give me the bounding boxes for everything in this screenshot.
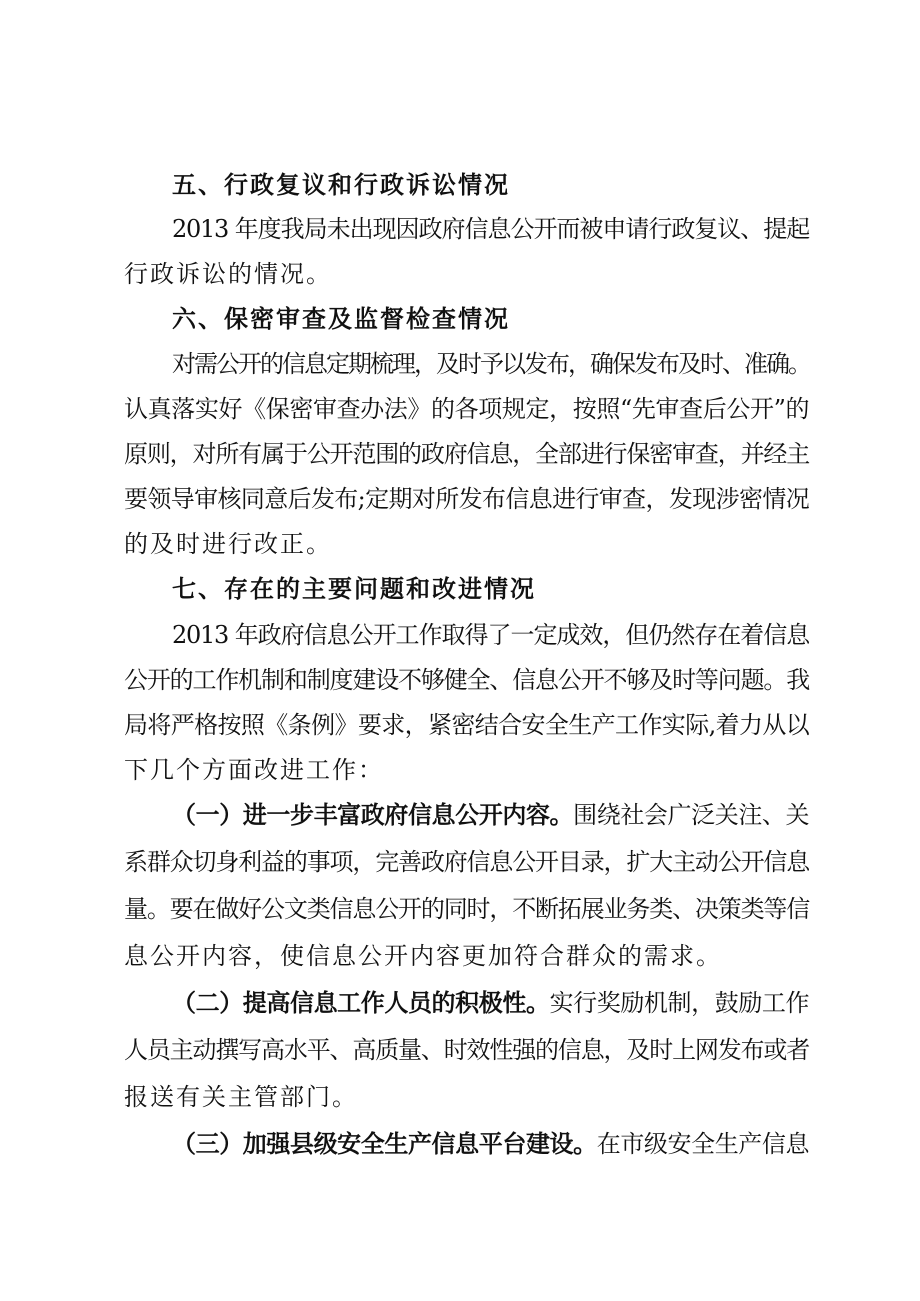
paragraph-line: 2013 年度我局未出现因政府信息公开而被申请行政复议、提起 — [172, 215, 809, 243]
paragraph-line: 的及时进行改正。 — [124, 530, 332, 558]
paragraph-line: 公开的工作机制和制度建设不够健全、信息公开不够及时等问题。我 — [124, 666, 809, 694]
section-heading-5: 五、行政复议和行政诉讼情况 — [172, 170, 510, 199]
paragraph-line: 报送有关主管部门。 — [124, 1083, 358, 1111]
paragraph-line: 下几个方面改进工作： — [124, 756, 384, 784]
list-item-1-title: （一）进一步丰富政府信息公开内容。 — [172, 800, 574, 829]
section-heading-6: 六、保密审查及监督检查情况 — [172, 304, 510, 333]
paragraph-line: 认真落实好《保密审查办法》的各项规定，按照“先审查后公开”的 — [124, 395, 809, 423]
list-item-3-title: （三）加强县级安全生产信息平台建设。 — [172, 1129, 597, 1158]
list-item-1-first-line — [172, 798, 809, 832]
paragraph-line: 人员主动撰写高水平、高质量、时效性强的信息，及时上网发布或者 — [124, 1036, 809, 1064]
paragraph-line: 行政诉讼的情况。 — [124, 260, 332, 288]
paragraph-line: 对需公开的信息定期梳理，及时予以发布，确保发布及时、准确。 — [172, 350, 810, 378]
paragraph-line: 2013 年政府信息公开工作取得了一定成效，但仍然存在着信息 — [172, 621, 809, 649]
section-heading-7: 七、存在的主要问题和改进情况 — [172, 574, 536, 603]
paragraph-line: 系群众切身利益的事项，完善政府信息公开目录，扩大主动公开信息 — [124, 848, 809, 876]
list-item-3-text: 在市级安全生产信息 — [596, 1130, 810, 1158]
paragraph-line: 局将严格按照《条例》要求，紧密结合安全生产工作实际,着力从以 — [124, 711, 809, 739]
paragraph-line: 息公开内容，使信息公开内容更加符合群众的需求。 — [124, 942, 722, 970]
list-item-2-title: （二）提高信息工作人员的积极性。 — [172, 988, 550, 1017]
list-item-2-text: 实行奖励机制，鼓励工作 — [549, 989, 810, 1017]
list-item-3-first-line — [172, 1127, 809, 1161]
paragraph-line: 量。要在做好公文类信息公开的同时，不断拓展业务类、决策类等信 — [124, 895, 809, 923]
list-item-1-text: 围绕社会广泛关注、关 — [573, 801, 810, 829]
paragraph-line: 原则，对所有属于公开范围的政府信息，全部进行保密审查，并经主 — [124, 440, 809, 468]
paragraph-line: 要领导审核同意后发布;定期对所发布信息进行审查，发现涉密情况 — [124, 485, 809, 513]
list-item-2-first-line — [172, 986, 809, 1020]
